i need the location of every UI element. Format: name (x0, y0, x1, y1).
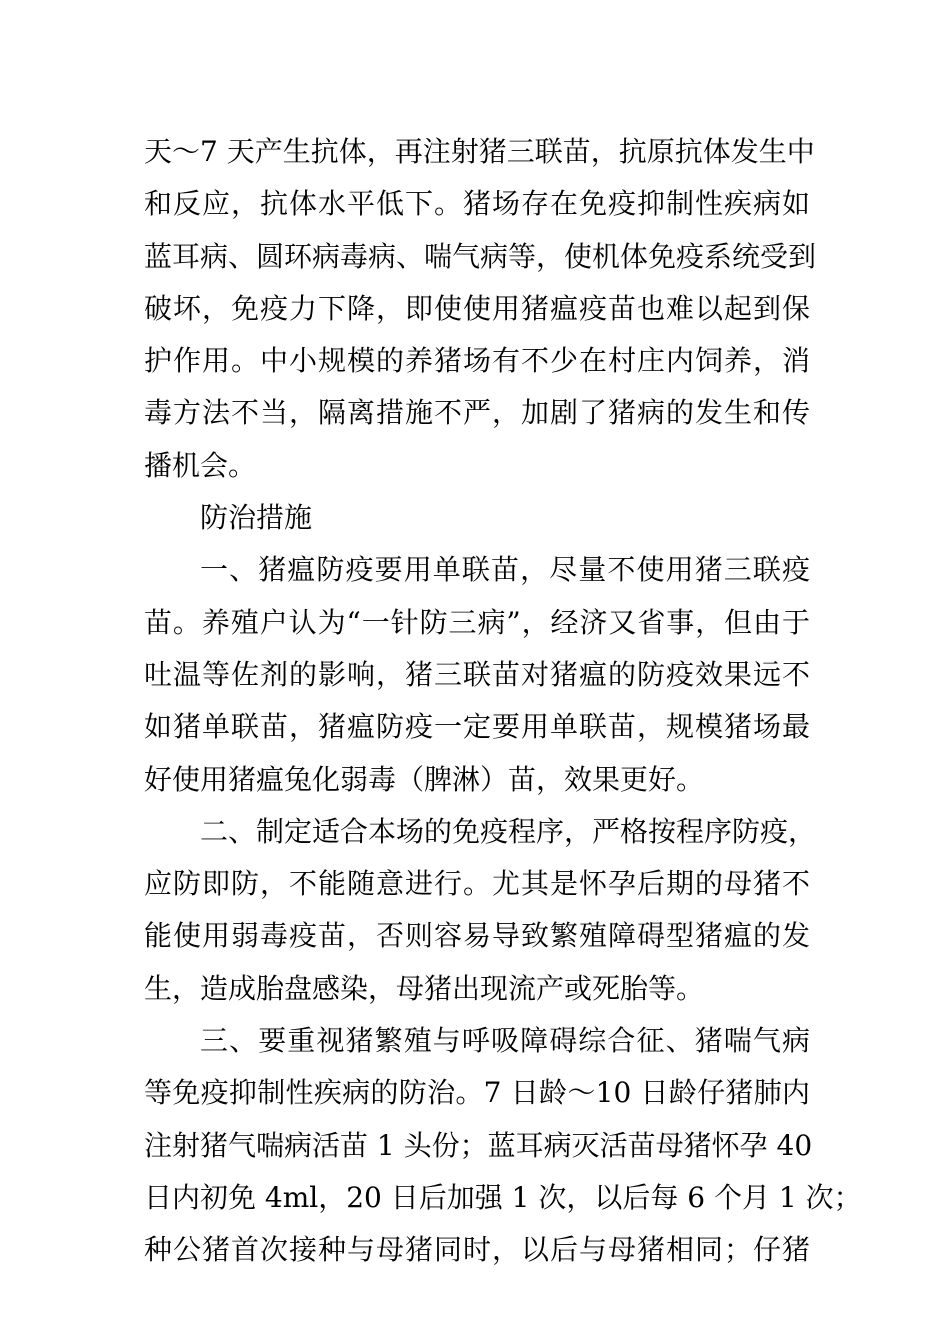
text-line: 吐温等佐剂的影响，猪三联苗对猪瘟的防疫效果远不 (144, 657, 810, 691)
text-line: 和反应，抗体水平低下。猪场存在免疫抑制性疾病如 (144, 187, 810, 221)
text-line: 天～7 天产生抗体，再注射猪三联苗，抗原抗体发生中 (144, 135, 815, 168)
text-line: 蓝耳病、圆环病毒病、喘气病等，使机体免疫系统受到 (144, 239, 817, 273)
text-line: 能使用弱毒疫苗，否则容易导致繁殖障碍型猪瘟的发 (144, 919, 810, 953)
section-heading: 防治措施 (200, 501, 313, 535)
text-line: 生，造成胎盘感染，母猪出现流产或死胎等。 (144, 971, 705, 1005)
text-line: 种公猪首次接种与母猪同时，以后与母猪相同；仔猪 (144, 1233, 810, 1267)
text-line: 毒方法不当，隔离措施不严，加剧了猪病的发生和传 (144, 396, 810, 430)
text-line: 日内初免 4ml，20 日后加强 1 次，以后每 6 个月 1 次； (144, 1180, 862, 1214)
text-line: 应防即防，不能随意进行。尤其是怀孕后期的母猪不 (144, 867, 810, 901)
body-text (144, 126, 862, 1277)
text-line: 播机会。 (144, 448, 257, 482)
text-line: 二、制定适合本场的免疫程序，严格按程序防疫， (200, 814, 817, 848)
text-line: 苗。养殖户认为“一针防三病”，经济又省事，但由于 (144, 605, 810, 639)
text-line: 好使用猪瘟兔化弱毒（脾淋）苗，效果更好。 (144, 762, 705, 796)
text-line: 注射猪气喘病活苗 1 头份；蓝耳病灭活苗母猪怀孕 40 (144, 1128, 813, 1162)
text-line: 一、猪瘟防疫要用单联苗，尽量不使用猪三联疫 (200, 553, 810, 587)
text-line: 护作用。中小规模的养猪场有不少在村庄内饲养，消 (144, 344, 810, 378)
text-line: 等免疫抑制性疾病的防治。7 日龄～10 日龄仔猪肺内 (144, 1076, 810, 1110)
text-line: 三、要重视猪繁殖与呼吸障碍综合征、猪喘气病 (200, 1024, 810, 1058)
text-line: 如猪单联苗，猪瘟防疫一定要用单联苗，规模猪场最 (144, 710, 810, 744)
text-line: 破坏，免疫力下降，即使使用猪瘟疫苗也难以起到保 (144, 291, 810, 325)
